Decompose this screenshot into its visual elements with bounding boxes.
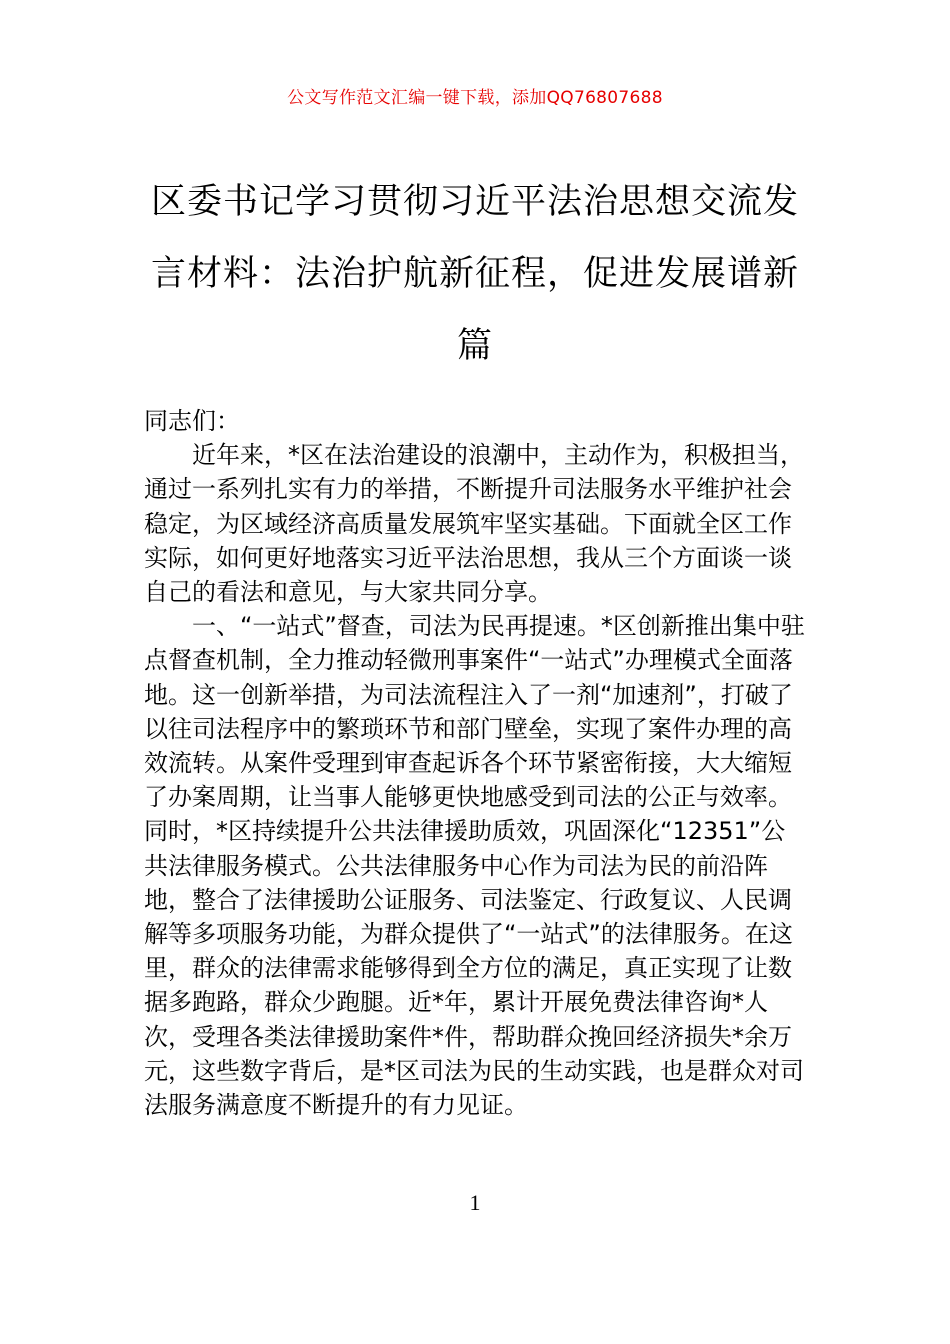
- document-title: 区委书记学习贯彻习近平法治思想交流发言材料：法治护航新征程，促进发展谱新篇: [150, 182, 799, 366]
- download-banner: 公文写作范文汇编一键下载，添加QQ76807688: [287, 88, 663, 108]
- page-number: 1: [469, 1190, 481, 1215]
- paragraph-section-one: 一、“一站式”督查，司法为民再提速。*区创新推出集中驻点督查机制，全力推动轻微刑事案件“一站式”办理模式全面落地。这一创新举措，为司法流程注入了一剂“加速剂”，打破了以往司法程序中的繁琐环节和部门壁垒，实现了案件办理的高效流转。从案件受理到审查起诉各个环节紧密衔接，大大缩短了办案周期，让当事人能够更快地感受到司法的公正与效率。同时，*区持续提升公共法律援助质效，巩固深化“12351”公共法律服务模式。公共法律服务中心作为司法为民的前沿阵地，整合了法律援助公证服务、司法鉴定、行政复议、人民调解等多项服务功能，为群众提供了“一站式”的法律服务。在这里，群众的法律需求能够得到全方位的满足，真正实现了让数据多跑路，群众少跑腿。近*年，累计开展免费法律咨询*人次，受理各类法律援助案件*件，帮助群众挽回经济损失*余万元，这些数字背后，是*区司法为民的生动实践，也是群众对司法服务满意度不断提升的有力见证。: [144, 612, 805, 1120]
- paragraph-intro: 近年来，*区在法治建设的浪潮中，主动作为，积极担当，通过一系列扎实有力的举措，不断提升司法服务水平维护社会稳定，为区域经济高质量发展筑牢坚实基础。下面就全区工作实际，如何更好地落实习近平法治思想，我从三个方面谈一谈自己的看法和意见，与大家共同分享。: [144, 441, 804, 607]
- salutation: 同志们：: [144, 407, 240, 435]
- document-body: [144, 404, 808, 1122]
